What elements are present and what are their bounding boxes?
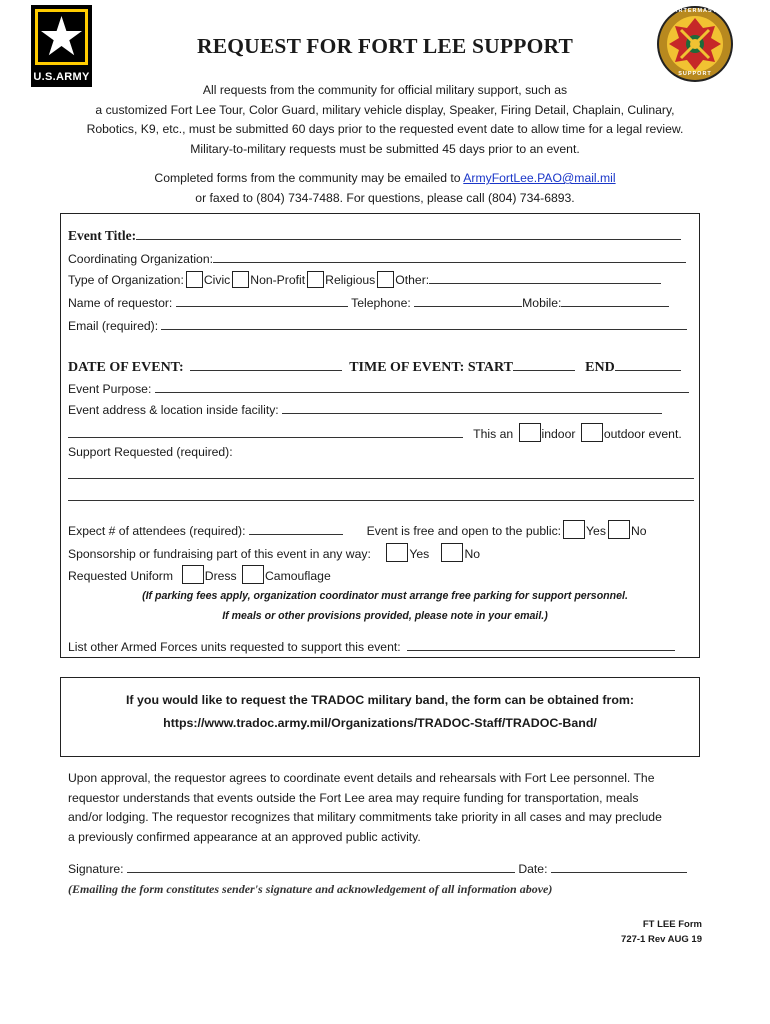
attendees-label: Expect # of attendees (required): (68, 524, 246, 538)
org-type-row (68, 271, 661, 288)
approval-line: requestor understands that events outside the Fort Lee area may require funding for transportation, meals (68, 790, 639, 805)
support-field[interactable] (68, 466, 694, 479)
time-end-label: END (585, 360, 615, 375)
coord-org-label: Coordinating Organization: (68, 252, 213, 266)
intro-text (40, 81, 730, 159)
email-field[interactable] (161, 317, 687, 330)
intro-line: Robotics, K9, etc., must be submitted 60 days prior to the requested event date to allow time for a legal review. (86, 122, 684, 136)
outdoor-label: outdoor event. (603, 427, 682, 441)
indoor-label: indoor (541, 427, 576, 441)
intro-line: All requests from the community for official military support, such as (202, 83, 568, 97)
other-label: Other: (395, 273, 430, 287)
support-label: Support Requested (required): (68, 445, 233, 459)
dress-checkbox[interactable] (182, 565, 204, 584)
form-number (621, 917, 702, 947)
support-field[interactable] (68, 488, 694, 501)
other-org-field[interactable] (429, 271, 661, 284)
civic-checkbox[interactable] (186, 271, 203, 288)
free-no-checkbox[interactable] (608, 520, 630, 539)
free-yes-checkbox[interactable] (563, 520, 585, 539)
signature-field[interactable] (127, 860, 515, 873)
intro-line: Military-to-military requests must be submitted 45 days prior to an event. (190, 141, 580, 156)
religious-label: Religious (325, 273, 376, 287)
sponsorship-label: Sponsorship or fundraising part of this event in any way: (68, 547, 371, 561)
date-label: DATE OF EVENT: (68, 360, 184, 375)
event-title-row (68, 227, 681, 244)
seal-top-text: QUARTERMASTER (663, 8, 727, 14)
attendees-field[interactable] (249, 522, 343, 535)
coord-org-field[interactable] (213, 250, 686, 263)
attendees-row (68, 520, 647, 539)
signature-label: Signature: (68, 862, 124, 876)
purpose-label: Event Purpose: (68, 382, 152, 396)
outdoor-checkbox[interactable] (581, 423, 603, 442)
email-label: Email (required): (68, 319, 159, 333)
email-line (40, 169, 730, 189)
approval-line: and/or lodging. The requestor recognizes that military commitments take priority in all cases and may preclude (68, 810, 662, 824)
indoor-checkbox[interactable] (519, 423, 541, 442)
intro-line: a customized Fort Lee Tour, Color Guard, military vehicle display, Speaker, Firing Detail, Chaplain, Culinary, (95, 102, 675, 117)
camouflage-checkbox[interactable] (242, 565, 264, 584)
purpose-field[interactable] (155, 380, 689, 393)
sig-date-field[interactable] (551, 860, 687, 873)
support-line-1 (68, 466, 694, 483)
address-label: Event address & location inside facility: (68, 403, 279, 417)
mobile-field[interactable] (561, 294, 669, 307)
purpose-row (68, 380, 689, 397)
event-title-label: Event Title: (68, 228, 137, 243)
requestor-field[interactable] (176, 294, 348, 307)
sponsorship-yes-label: Yes (409, 547, 430, 561)
religious-checkbox[interactable] (307, 271, 324, 288)
address-field[interactable] (282, 401, 662, 414)
other-units-row (68, 638, 675, 655)
contact-text (40, 169, 730, 208)
camouflage-label: Camouflage (265, 569, 331, 583)
indoor-outdoor-row (68, 423, 682, 442)
date-field[interactable] (190, 358, 342, 371)
page-title: REQUEST FOR FORT LEE SUPPORT (196, 34, 574, 58)
form-number-line1: FT LEE Form (642, 919, 702, 930)
contact-line: or faxed to (804) 734-7488. For questions, please call (804) 734-6893. (195, 190, 575, 205)
other-checkbox[interactable] (377, 271, 394, 288)
telephone-field[interactable] (414, 294, 522, 307)
time-start-field[interactable] (513, 358, 575, 371)
civic-label: Civic (203, 273, 231, 287)
sig-date-label: Date: (518, 862, 548, 876)
dress-label: Dress (204, 569, 237, 583)
approval-line: Upon approval, the requestor agrees to coordinate event details and rehearsals with Fort Lee personnel. The (68, 771, 655, 785)
parking-note: (If parking fees apply, organization coordinator must arrange free parking for support personnel. (142, 590, 628, 602)
signature-note: (Emailing the form constitutes sender's signature and acknowledgement of all information above) (68, 882, 553, 896)
support-line-2 (68, 488, 694, 505)
army-logo-text: U.S.ARMY (33, 71, 90, 83)
time-end-field[interactable] (615, 358, 681, 371)
email-row (68, 317, 687, 334)
sponsorship-no-checkbox[interactable] (441, 543, 463, 562)
address-field-cont[interactable] (68, 425, 463, 438)
requestor-label: Name of requestor: (68, 296, 173, 310)
sponsorship-no-label: No (464, 547, 481, 561)
pao-email-link[interactable]: ArmyFortLee.PAO@mail.mil (463, 171, 616, 185)
this-an-label: This an (473, 427, 514, 441)
approval-text (68, 769, 708, 847)
seal-bottom-text: SUPPORT (678, 71, 712, 77)
mobile-label: Mobile: (522, 296, 562, 310)
free-label: Event is free and open to the public: (366, 524, 562, 538)
sponsorship-yes-checkbox[interactable] (386, 543, 408, 562)
nonprofit-checkbox[interactable] (232, 271, 249, 288)
time-start-label: TIME OF EVENT: START (349, 360, 513, 375)
sponsorship-row (68, 543, 480, 562)
meals-note: If meals or other provisions provided, please note in your email.) (222, 610, 548, 622)
form-number-line2: 727-1 Rev AUG 19 (621, 934, 702, 945)
band-instructions: If you would like to request the TRADOC military band, the form can be obtained from: (125, 693, 635, 707)
event-title-field[interactable] (136, 227, 681, 240)
email-prefix: Completed forms from the community may be emailed to (154, 171, 464, 185)
coord-org-row (68, 250, 686, 267)
uniform-label: Requested Uniform (68, 569, 173, 583)
telephone-label: Telephone: (351, 296, 411, 310)
support-row (68, 444, 233, 460)
org-type-label: Type of Organization: (68, 273, 184, 287)
band-url[interactable]: https://www.tradoc.army.mil/Organizations/TRADOC-Staff/TRADOC-Band/ (163, 716, 597, 730)
free-yes-label: Yes (586, 524, 606, 538)
approval-line: a previously confirmed appearance at an approved public activity. (68, 829, 421, 844)
address-row (68, 401, 662, 418)
requestor-row (68, 294, 669, 311)
other-units-field[interactable] (407, 638, 675, 651)
date-time-row (68, 358, 681, 376)
nonprofit-label: Non-Profit (250, 273, 306, 287)
signature-row (68, 860, 687, 877)
free-no-label: No (630, 524, 647, 538)
other-units-label: List other Armed Forces units requested to support this event: (68, 640, 401, 654)
uniform-row (68, 565, 331, 584)
